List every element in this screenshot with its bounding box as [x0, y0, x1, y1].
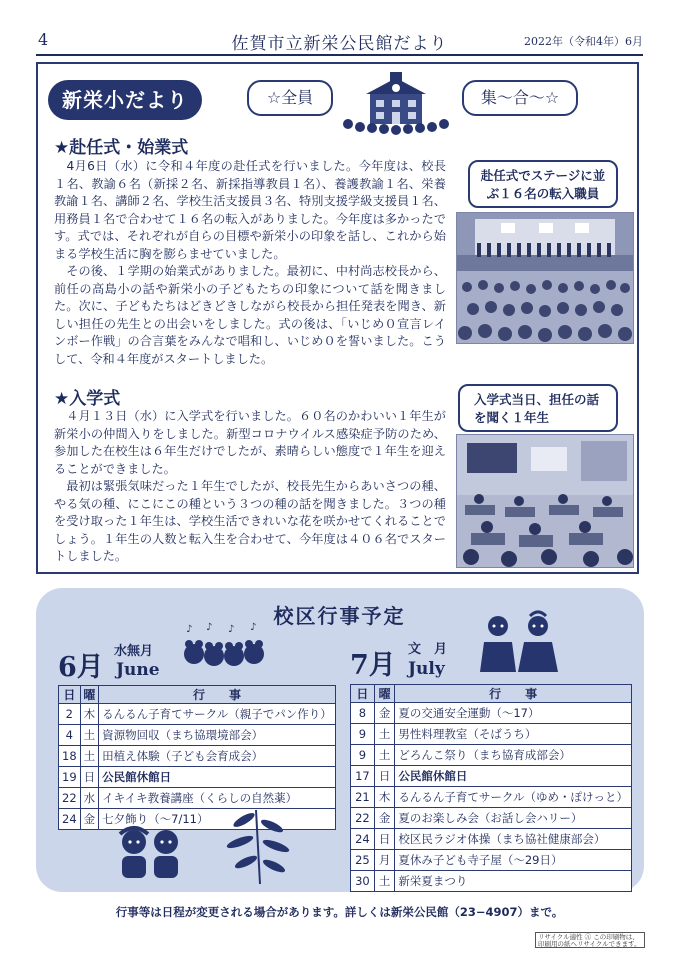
- table-row: [351, 808, 632, 829]
- event-day: 9: [351, 724, 375, 745]
- event-day: 21: [351, 787, 375, 808]
- photo-caption-ceremony: 赴任式でステージに並ぶ１６名の転入職員: [468, 160, 618, 208]
- event-weekday: 金: [374, 703, 395, 724]
- svg-text:♪: ♪: [186, 624, 193, 635]
- event-name: 新栄夏まつり: [395, 871, 632, 892]
- event-weekday: 金: [80, 809, 99, 830]
- speech-bubble-right: 集〜合〜☆: [462, 80, 578, 116]
- event-day: 4: [59, 725, 81, 746]
- table-row: [59, 746, 336, 767]
- svg-text:♪: ♪: [228, 624, 235, 635]
- singing-frogs-icon: [180, 622, 268, 670]
- ceremony-paragraph-2: その後、１学期の始業式がありました。最初に、中村尚志校長から、前任の高島小の話や新栄小の子どもたちの印象について話を聞きました。次に、子どもたちはどきどきしながら校長から担任発表を聞き、新しい担任の先生との出会いをしました。式の後は、「いじめ０宣言レインボー作戦」の合言葉をみんなで唱和し、いじめ０を誓いました。こうして、令和４年度がスタートしました。: [54, 264, 446, 366]
- event-weekday: 金: [374, 808, 395, 829]
- event-name: 夏休み子ども寺子屋（〜29日）: [395, 850, 632, 871]
- school-building-icon: [336, 72, 456, 138]
- event-weekday: 月: [374, 850, 395, 871]
- event-weekday: 日: [374, 766, 395, 787]
- event-weekday: 土: [80, 746, 99, 767]
- event-weekday: 土: [80, 725, 99, 746]
- event-name: どろんこ祭り（まち協育成部会）: [395, 745, 632, 766]
- speech-bubble-left: ☆全員: [247, 80, 333, 116]
- event-name: 夏の交通安全運動（〜17）: [395, 703, 632, 724]
- event-day: 17: [351, 766, 375, 787]
- table-row: [351, 871, 632, 892]
- ceremony-photo: [456, 212, 634, 344]
- event-weekday: 水: [80, 788, 99, 809]
- event-day: 8: [351, 703, 375, 724]
- event-name: 公民館休館日: [99, 767, 336, 788]
- event-name: 校区民ラジオ体操（まち協社健康部会）: [395, 829, 632, 850]
- table-row: [351, 745, 632, 766]
- event-name: 男性料理教室（そばうち）: [395, 724, 632, 745]
- section-heading-entrance: ★入学式: [54, 389, 121, 409]
- june-month-number: 6月: [58, 652, 104, 683]
- event-name: るんるん子育てサークル（ゆめ・ぽけっと）: [395, 787, 632, 808]
- col-weekday: 曜: [80, 686, 99, 704]
- page-number: 4: [38, 30, 49, 49]
- event-weekday: 日: [374, 829, 395, 850]
- event-day: 25: [351, 850, 375, 871]
- event-name: 七夕飾り（〜7/11）: [99, 809, 336, 830]
- col-weekday: 曜: [374, 685, 395, 703]
- entrance-paragraph-1: ４月１３日（水）に入学式を行いました。６０名のかわいい１年生が新栄小の仲間入りをしました。新型コロナウイルス感染症予防のため、参加した在校生は６年生だけでしたが、素晴らしい態度で１年生を迎えることができました。: [54, 409, 446, 476]
- section-heading-ceremony: ★赴任式・始業式: [54, 138, 189, 158]
- event-day: 24: [59, 809, 81, 830]
- events-note: 行事等は日程が変更される場合があります。詳しくは新栄公民館（23−4907）まで。: [115, 905, 564, 919]
- event-day: 30: [351, 871, 375, 892]
- ceremony-paragraph-1: 4月6日（水）に令和４年度の赴任式を行いました。今年度は、校長１名、教諭６名（新採２名、新採指導教員１名）、養護教諭１名、栄養教諭１名、講師２名、学校生活支援員３名、特別支援学級支援員１名、用務員１名で合わせて１６名の転入がありました。今年度は多かったです。式では、それぞれが自らの目標や新栄小の印象を話し、これから始まる学校生活に胸を膨らませていました。: [54, 159, 446, 261]
- july-japanese-name: 文 月: [408, 642, 448, 657]
- event-name: 田植え体験（子ども会育成会）: [99, 746, 336, 767]
- table-row: [59, 767, 336, 788]
- event-day: 19: [59, 767, 81, 788]
- entrance-photo: [456, 434, 634, 568]
- table-row: [351, 850, 632, 871]
- table-row: [351, 703, 632, 724]
- event-day: 2: [59, 704, 81, 725]
- table-row: [59, 725, 336, 746]
- school-news-logo: 新栄小だより: [48, 80, 202, 120]
- june-japanese-name: 水無月: [114, 644, 154, 659]
- event-weekday: 土: [374, 724, 395, 745]
- col-day: 日: [351, 685, 375, 703]
- event-name: るんるん子育てサークル（親子でパン作り）: [99, 704, 336, 725]
- event-day: 9: [351, 745, 375, 766]
- event-weekday: 木: [374, 787, 395, 808]
- table-row: [351, 829, 632, 850]
- event-day: 22: [351, 808, 375, 829]
- table-row: [59, 704, 336, 725]
- svg-text:♪: ♪: [250, 622, 257, 633]
- col-day: 日: [59, 686, 81, 704]
- july-events-table: [350, 684, 632, 892]
- photo-caption-entrance: 入学式当日、担任の話を聞く１年生: [458, 384, 618, 432]
- event-day: 18: [59, 746, 81, 767]
- tanabata-couple-icon: [470, 608, 566, 680]
- event-name: 資源物回収（まち協環境部会）: [99, 725, 336, 746]
- event-name: イキイキ教養講座（くらしの自然薬）: [99, 788, 336, 809]
- recycle-mark: リサイクル適性 Ⓐ この印刷物は、印刷用の紙へリサイクルできます。: [535, 932, 645, 948]
- entrance-paragraph-2: 最初は緊張気味だった１年生でしたが、校長先生からあいさつの種、やる気の種、にこにこの種という３つの種の話を聞きました。３つの種を受け取った１年生は、学校生活できれいな花を咲かせてくれることでしょう。１年生の人数と転入生を合わせて、今年度は４０６名でスタートしました。: [54, 479, 446, 564]
- event-weekday: 木: [80, 704, 99, 725]
- newsletter-title: 佐賀市立新栄公民館だより: [231, 34, 448, 54]
- table-row: [351, 787, 632, 808]
- table-row: [351, 724, 632, 745]
- july-month-number: 7月: [350, 650, 396, 681]
- header-rule: [36, 54, 643, 56]
- col-event: 行 事: [395, 685, 632, 703]
- children-icon: [110, 820, 192, 884]
- event-day: 24: [351, 829, 375, 850]
- june-english-name: June: [116, 660, 160, 680]
- bamboo-leaves-icon: [216, 800, 302, 884]
- event-weekday: 土: [374, 745, 395, 766]
- col-event: 行 事: [99, 686, 336, 704]
- event-weekday: 土: [374, 871, 395, 892]
- issue-date: 2022年（令和4年）6月: [524, 35, 643, 48]
- table-row: [351, 766, 632, 787]
- july-english-name: July: [408, 659, 445, 679]
- event-name: 公民館休館日: [395, 766, 632, 787]
- event-weekday: 日: [80, 767, 99, 788]
- event-name: 夏のお楽しみ会（お話し会ハリー）: [395, 808, 632, 829]
- events-title: 校区行事予定: [273, 604, 406, 628]
- svg-text:♪: ♪: [206, 622, 213, 633]
- event-day: 22: [59, 788, 81, 809]
